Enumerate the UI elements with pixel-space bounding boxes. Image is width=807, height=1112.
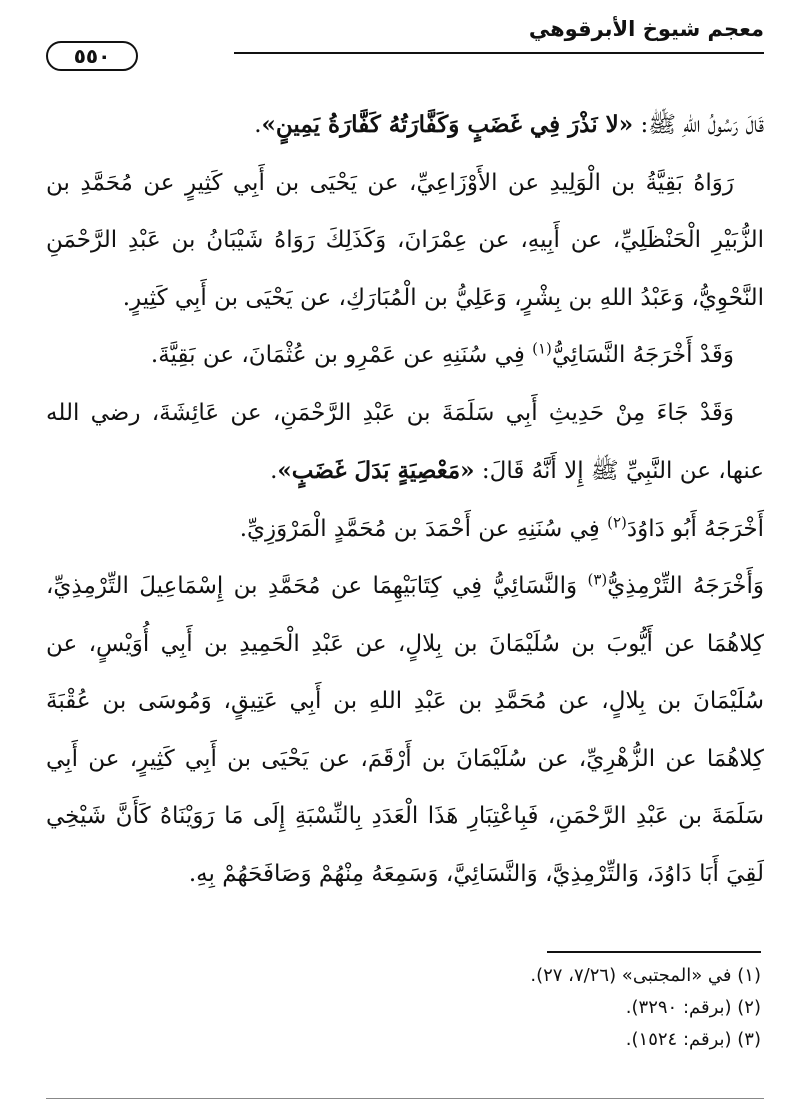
footnote-separator	[547, 951, 761, 953]
footnote-ref: (٢)	[607, 512, 627, 531]
main-text	[46, 96, 764, 903]
paragraph-rest: فِي سُنَنِهِ عن عَمْرِو بن عُثْمَانَ، عن بَقِيَّةَ.	[150, 342, 533, 368]
paragraph-abudawud	[46, 501, 764, 559]
header-rule	[234, 52, 764, 54]
paragraph-intro: وَقَدْ جَاءَ مِنْ حَدِيثِ أَبِي سَلَمَةَ بن عَبْدِ الرَّحْمَنِ، عن عَائِشَةَ، رضي الله عنها، عن النَّبِيِّ ﷺ إِلا أَنَّهُ قَالَ:	[46, 399, 764, 484]
hadith-quote: «لا نَذْرَ فِي غَضَبٍ وَكَفَّارَتُهُ كَفَّارَةُ يَمِينٍ»	[261, 111, 634, 138]
paragraph-rest: وَالنَّسَائِيُّ فِي كِتَابَيْهِمَا عن مُحَمَّدِ بن إِسْمَاعِيلَ التِّرْمِذِيِّ، كِلاهُمَا عن أَيُّوبَ بن سُلَيْمَانَ بن بِلالٍ، عن عَبْدِ الْحَمِيدِ بن أَبِي أُوَيْسٍ، عن سُلَيْمَانَ بن بِلالٍ، عن مُحَمَّدِ بن عَبْدِ اللهِ بن أَبِي عَتِيقٍ، وَمُوسَى بن عُقْبَةَ كِلاهُمَا عن الزُّهْرِيِّ، عن سُلَيْمَانَ بن أَرْقَمَ، عن يَحْيَى بن أَبِي كَثِيرٍ، عن أَبِي سَلَمَةَ بن عَبْدِ الرَّحْمَنِ، فَبِاعْتِبَارِ هَذَا الْعَدَدِ بِالنِّسْبَةِ إِلَى مَا رَوَيْنَاهُ كَأَنَّ شَيْخِي لَقِيَ أَبَا دَاوُدَ، وَالتِّرْمِذِيَّ، وَالنَّسَائِيَّ، وَسَمِعَهُ مِنْهُمْ وَصَافَحَهُمْ بِهِ.	[46, 573, 764, 887]
footnote-3: (٣) (برقم: ١٥٢٤).	[625, 1029, 761, 1050]
paragraph-hadith	[46, 96, 764, 155]
paragraph-end: .	[270, 458, 278, 484]
hadith-quote: «مَعْصِيَةٍ بَدَلَ غَضَبٍ»	[277, 457, 475, 484]
book-title: معجم شيوخ الأبرقوهي	[528, 17, 764, 41]
paragraph-isnad: رَوَاهُ بَقِيَّةُ بن الْوَلِيدِ عن الأَوْزَاعِيِّ، عن يَحْيَى بن أَبِي كَثِيرٍ عن مُحَمَّدِ بن الزُّبَيْرِ الْحَنْظَلِيِّ، عن أَبِيهِ، عن عِمْرَانَ، وَكَذَلِكَ رَوَاهُ شَيْبَانُ بن عَبْدِ الرَّحْمَنِ النَّحْوِيُّ، وَعَبْدُ اللهِ بن بِشْرٍ، وَعَلِيُّ بن الْمُبَارَكِ، عن يَحْيَى بن أَبِي كَثِيرٍ.	[46, 169, 764, 311]
paragraph-tirmidhi	[46, 558, 764, 903]
paragraph-intro: وَأَخْرَجَهُ التِّرْمِذِيُّ	[607, 573, 764, 599]
paragraph-rest: فِي سُنَنِهِ عن أَحْمَدَ بن مُحَمَّدٍ الْمَرْوَزِيِّ.	[239, 515, 608, 542]
page-number-badge: ٥٥٠	[46, 41, 138, 71]
footnote-2: (٢) (برقم: ٣٢٩٠).	[625, 997, 761, 1018]
paragraph-nasai	[46, 327, 764, 385]
bottom-rule	[46, 1098, 764, 1099]
paragraph-intro: أَخْرَجَهُ أَبُو دَاوُدَ	[626, 515, 764, 542]
paragraph-aisha	[46, 385, 764, 501]
footnote-ref: (١)	[532, 339, 552, 358]
page-header	[46, 12, 764, 74]
paragraph-end: .	[254, 112, 262, 138]
paragraph-intro: وَقَدْ أَخْرَجَهُ النَّسَائِيُّ	[551, 342, 734, 368]
paragraph-intro: قَالَ رَسُولُ اللهِ ﷺ:	[633, 112, 764, 138]
footnote-ref: (٣)	[587, 570, 608, 589]
footnotes	[43, 960, 761, 1056]
footnote-1: (١) في «المجتبى» (٧/٢٦، ٢٧).	[530, 965, 761, 986]
